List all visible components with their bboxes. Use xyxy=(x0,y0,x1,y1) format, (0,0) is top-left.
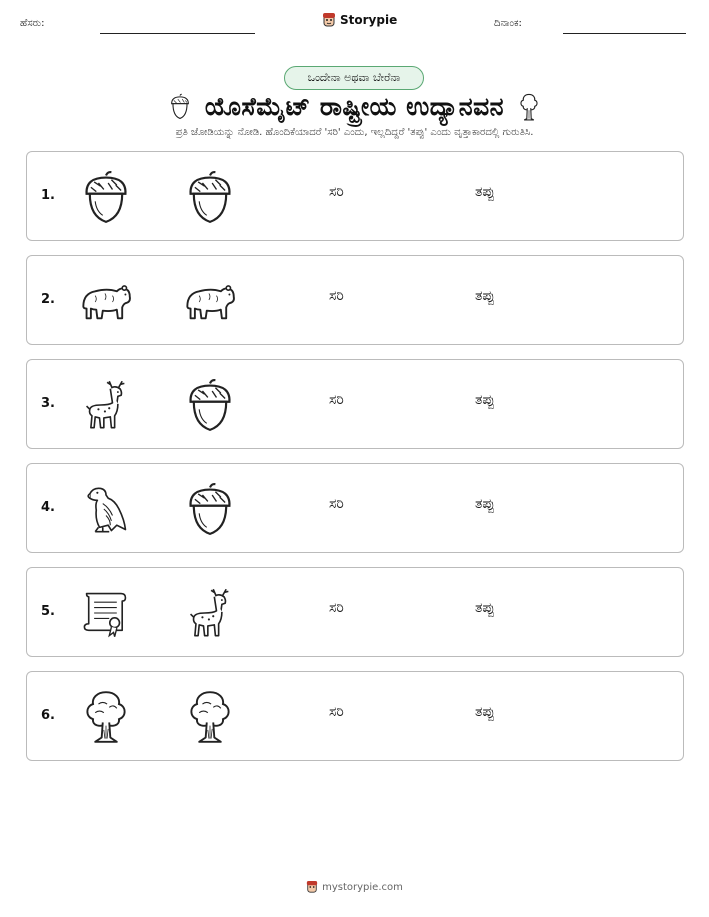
storypie-mascot-icon xyxy=(306,880,318,894)
question-number: 4. xyxy=(41,500,55,515)
tree-icon xyxy=(183,690,237,744)
question-number: 2. xyxy=(41,292,55,307)
acorn-icon xyxy=(183,170,237,224)
false-option[interactable]: ತಪ್ಪು xyxy=(475,496,495,512)
acorn-icon xyxy=(79,170,133,224)
tree-icon xyxy=(79,690,133,744)
question-number: 1. xyxy=(41,188,55,203)
question-number: 6. xyxy=(41,708,55,723)
date-line[interactable] xyxy=(563,33,686,34)
deer-icon xyxy=(183,586,237,640)
bear-icon xyxy=(183,274,237,328)
title-row xyxy=(0,90,709,124)
acorn-icon xyxy=(183,378,237,432)
footer xyxy=(0,880,709,894)
brand-logo xyxy=(322,12,397,28)
bear-icon xyxy=(79,274,133,328)
question-card xyxy=(26,151,684,241)
false-option[interactable]: ತಪ್ಪು xyxy=(475,184,495,200)
true-option[interactable]: ಸರಿ xyxy=(329,600,344,616)
false-option[interactable]: ತಪ್ಪು xyxy=(475,392,495,408)
question-card xyxy=(26,463,684,553)
page-title: ಯೊಸೆಮೈಟ್ ರಾಷ್ಟ್ರೀಯ ಉದ್ಯಾನವನ xyxy=(204,92,505,121)
tree-icon xyxy=(518,92,540,122)
question-card xyxy=(26,359,684,449)
true-option[interactable]: ಸರಿ xyxy=(329,184,344,200)
false-option[interactable]: ತಪ್ಪು xyxy=(475,600,495,616)
acorn-icon xyxy=(169,93,191,121)
worksheet-type-badge: ಒಂದೇನಾ ಅಥವಾ ಬೇರೆನಾ xyxy=(284,66,424,90)
name-label: ಹೆಸರು: xyxy=(20,18,45,29)
question-number: 3. xyxy=(41,396,55,411)
date-label: ದಿನಾಂಕ: xyxy=(494,18,522,29)
name-line[interactable] xyxy=(100,33,255,34)
true-option[interactable]: ಸರಿ xyxy=(329,288,344,304)
instruction-text: ಪ್ರತಿ ಜೋಡಿಯನ್ನು ನೋಡಿ. ಹೊಂದಿಕೆಯಾದರೆ 'ಸರಿ' ಎಂದು, ಇಲ್ಲದಿದ್ದರೆ 'ತಪ್ಪು' ಎಂದು ವೃತ್ತಾಕಾರದಲ್ಲಿ ಗುರುತಿಸಿ. xyxy=(175,127,534,138)
true-option[interactable]: ಸರಿ xyxy=(329,704,344,720)
scroll-certificate-icon xyxy=(79,586,133,640)
question-card xyxy=(26,671,684,761)
question-card xyxy=(26,255,684,345)
true-option[interactable]: ಸರಿ xyxy=(329,496,344,512)
storypie-mascot-icon xyxy=(322,12,336,28)
deer-icon xyxy=(79,378,133,432)
false-option[interactable]: ತಪ್ಪು xyxy=(475,704,495,720)
eagle-icon xyxy=(79,482,133,536)
false-option[interactable]: ತಪ್ಪು xyxy=(475,288,495,304)
acorn-icon xyxy=(183,482,237,536)
true-option[interactable]: ಸರಿ xyxy=(329,392,344,408)
question-card xyxy=(26,567,684,657)
question-number: 5. xyxy=(41,604,55,619)
footer-url[interactable]: mystorypie.com xyxy=(322,881,403,893)
brand-name: Storypie xyxy=(340,13,398,27)
